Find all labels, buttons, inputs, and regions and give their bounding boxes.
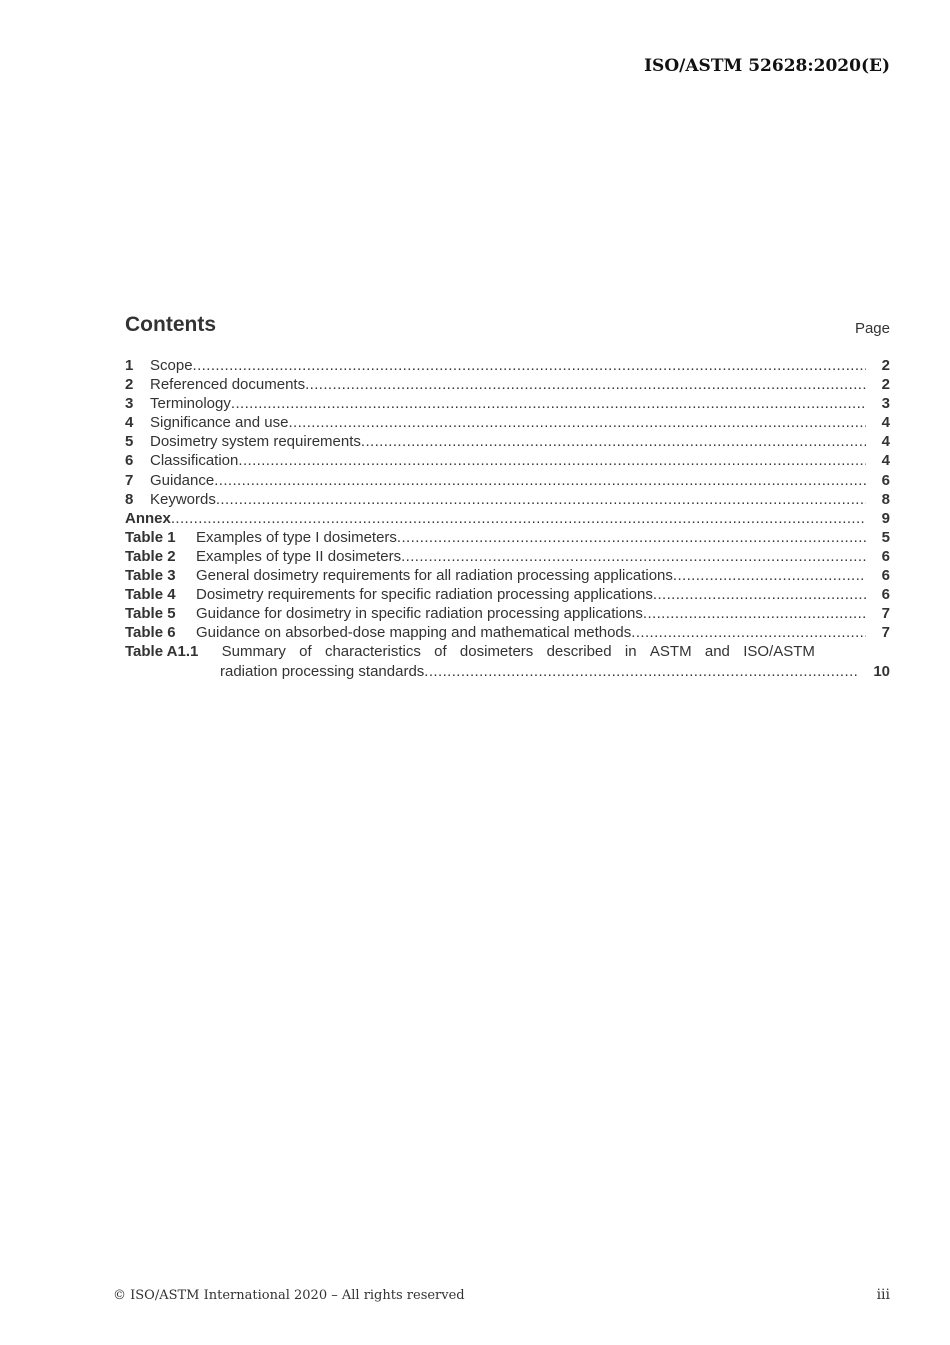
toc-entry-title: Scope xyxy=(150,357,193,374)
dot-leader xyxy=(673,566,866,585)
dot-leader xyxy=(171,509,866,528)
toc-header xyxy=(125,313,890,343)
toc-entry-page: 8 xyxy=(881,490,890,508)
toc-table-title: General dosimetry requirements for all radiation processing applications xyxy=(196,567,673,585)
dot-leader xyxy=(193,356,866,375)
toc-page-column-label: Page xyxy=(854,320,890,337)
toc-entry-page: 7 xyxy=(881,624,890,642)
toc-table-title: Dosimetry requirements for specific radiation processing applications xyxy=(196,586,653,604)
toc-entry-number: 3 xyxy=(125,395,134,413)
toc-entry-table-a1-1[interactable] xyxy=(125,642,890,681)
toc-entry-table-4[interactable] xyxy=(125,585,890,604)
toc-entry-classification[interactable] xyxy=(125,451,890,470)
toc-table-label: Table 6 xyxy=(125,624,176,642)
dot-leader xyxy=(214,471,866,490)
toc-entry-page: 3 xyxy=(881,395,890,413)
dot-leader xyxy=(397,528,866,547)
toc-entry-number: 8 xyxy=(125,490,134,508)
toc-entry-table-6[interactable] xyxy=(125,623,890,642)
toc-entry-significance-and-use[interactable] xyxy=(125,413,890,432)
title-word: in xyxy=(624,643,637,661)
toc-entry-dosimetry-system-requirements[interactable] xyxy=(125,432,890,451)
toc-table-title-continuation: radiation processing standards xyxy=(220,662,425,680)
toc-entry-page: 5 xyxy=(881,528,890,546)
dot-leader xyxy=(631,623,866,642)
toc-entry-table-1[interactable] xyxy=(125,528,890,547)
toc-entry-first-line xyxy=(125,642,815,662)
page-number: iii xyxy=(876,1287,890,1303)
dot-leader xyxy=(238,451,866,470)
toc-entry-page: 10 xyxy=(873,662,890,680)
toc-table-title: Guidance for dosimetry in specific radiation processing applications xyxy=(196,605,643,623)
dot-leader xyxy=(424,662,857,681)
toc-table-title: Examples of type I dosimeters xyxy=(196,528,397,546)
dot-leader xyxy=(401,547,866,566)
toc-table-label: Table 3 xyxy=(125,567,176,585)
dot-leader xyxy=(305,375,866,394)
toc-entry-page: 7 xyxy=(881,605,890,623)
dot-leader xyxy=(216,490,866,509)
copyright-notice: © ISO/ASTM International 2020 – All rights reserved xyxy=(113,1288,465,1303)
toc-entry-annex[interactable] xyxy=(125,509,890,528)
dot-leader xyxy=(361,432,866,451)
toc-entry-second-line xyxy=(125,662,890,682)
title-word: Summary xyxy=(221,643,286,661)
dot-leader xyxy=(231,394,866,413)
toc-list xyxy=(125,356,890,681)
toc-entry-table-3[interactable] xyxy=(125,566,890,585)
title-word: dosimeters xyxy=(459,643,534,661)
title-word: ISO/ASTM xyxy=(743,643,815,661)
toc-entry-page: 2 xyxy=(881,357,890,374)
toc-entry-title: Keywords xyxy=(150,490,216,508)
toc-title: Contents xyxy=(125,313,216,336)
toc-entry-table-2[interactable] xyxy=(125,547,890,566)
title-word: of xyxy=(299,643,312,661)
toc-entry-table-5[interactable] xyxy=(125,604,890,623)
title-word: and xyxy=(704,643,730,661)
toc-entry-title: Referenced documents xyxy=(150,376,306,394)
toc-entry-number: 2 xyxy=(125,376,134,394)
toc-entry-referenced-documents[interactable] xyxy=(125,375,890,394)
document-identifier: ISO/ASTM 52628:2020(E) xyxy=(644,56,890,76)
toc-entry-number: 1 xyxy=(125,357,134,374)
toc-entry-number: 7 xyxy=(125,471,134,489)
toc-entry-page: 4 xyxy=(881,433,890,451)
toc-table-label: Table 4 xyxy=(125,586,176,604)
dot-leader xyxy=(643,604,866,623)
toc-table-title: Examples of type II dosimeters xyxy=(196,547,402,565)
title-word: characteristics xyxy=(324,643,421,661)
toc-entry-title: Terminology xyxy=(150,395,231,413)
toc-entry-number: 5 xyxy=(125,433,134,451)
toc-table-label: Table 5 xyxy=(125,605,176,623)
toc-entry-keywords[interactable] xyxy=(125,490,890,509)
toc-entry-page: 9 xyxy=(881,509,890,527)
title-word: ASTM xyxy=(649,643,692,661)
title-word: described xyxy=(546,643,612,661)
toc-table-label: Table A1.1 xyxy=(125,643,199,661)
toc-entry-page: 6 xyxy=(881,471,890,489)
toc-table-label: Table 1 xyxy=(125,528,176,546)
toc-annex-label: Annex xyxy=(125,509,171,527)
toc-entry-title: Guidance xyxy=(150,471,215,489)
toc-entry-page: 4 xyxy=(881,414,890,432)
toc-entry-number: 6 xyxy=(125,452,134,470)
toc-entry-title: Significance and use xyxy=(150,414,289,432)
toc-entry-terminology[interactable] xyxy=(125,394,890,413)
toc-entry-title: Classification xyxy=(150,452,239,470)
toc-entry-title: Dosimetry system requirements xyxy=(150,433,361,451)
toc-entry-page: 6 xyxy=(881,547,890,565)
toc-entry-number: 4 xyxy=(125,414,134,432)
dot-leader xyxy=(653,585,866,604)
toc-entry-page: 4 xyxy=(881,452,890,470)
title-word: of xyxy=(434,643,447,661)
toc-entry-page: 6 xyxy=(881,586,890,604)
toc-entry-scope[interactable] xyxy=(125,356,890,375)
toc-entry-page: 2 xyxy=(881,376,890,394)
toc-entry-page: 6 xyxy=(881,567,890,585)
toc-entry-guidance[interactable] xyxy=(125,471,890,490)
toc-table-title: Guidance on absorbed-dose mapping and mathematical methods xyxy=(196,624,632,642)
toc-table-label: Table 2 xyxy=(125,547,176,565)
dot-leader xyxy=(288,413,866,432)
